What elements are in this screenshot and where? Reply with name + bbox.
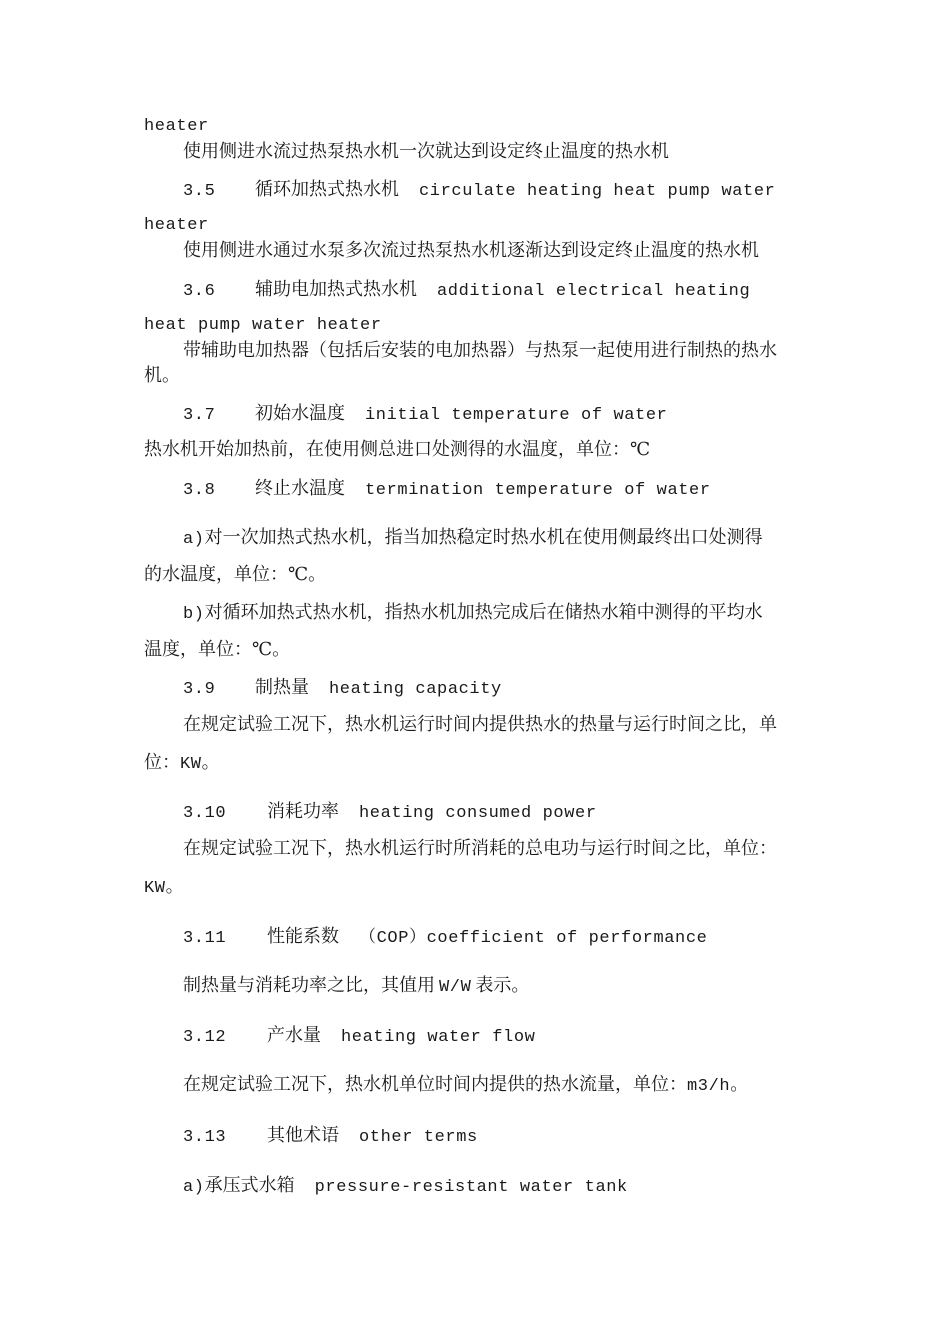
unit-value: KW [180,755,202,774]
term-number: 3.12 [183,1028,227,1047]
term-english: heating water flow [341,1028,536,1047]
item-a-3-13 [183,1174,628,1200]
term-english: other terms [359,1128,478,1147]
term-chinese: 其他术语 [267,1125,339,1146]
term-3-6 [183,278,750,304]
term-3-12 [183,1024,535,1050]
sentence-end: 。 [165,876,184,897]
term-number: 3.7 [183,406,216,425]
item-label: b) [183,605,205,624]
sentence-end: 。 [201,752,220,773]
text-part: 制热量与消耗功率之比，其值用 [183,975,435,996]
line-heat-pump-water-heater: heat pump water heater [144,316,382,335]
term-english: circulate heating heat pump water [419,182,776,201]
definition-3-10-cont [144,875,184,901]
term-english: heating consumed power [359,804,597,823]
term-english: pressure-resistant water tank [314,1178,628,1197]
item-label: a) [183,530,205,549]
term-number: 3.9 [183,680,216,699]
term-chinese: 消耗功率 [267,801,339,822]
definition-3-6: 带辅助电加热器（包括后安装的电加热器）与热泵一起使用进行制热的热水 [183,340,777,361]
term-chinese: 循环加热式热水机 [255,179,399,200]
term-3-9 [183,676,502,702]
unit-value: W/W [439,978,472,997]
term-english: termination temperature of water [365,481,711,500]
definition-3-10: 在规定试验工况下，热水机运行时所消耗的总电功与运行时间之比，单位： [183,838,777,859]
definition-3-9-cont [144,751,220,777]
term-english: （COP）coefficient of performance [359,929,708,948]
term-number: 3.10 [183,804,227,823]
item-a-3-8 [183,526,763,552]
term-number: 3.11 [183,929,227,948]
term-number: 3.6 [183,282,216,301]
text-part: 在规定试验工况下，热水机单位时间内提供的热水流量，单位： [183,1074,687,1095]
term-3-11 [183,925,707,951]
term-chinese: 辅助电加热式热水机 [255,279,417,300]
item-b-3-8 [183,601,763,627]
term-chinese: 终止水温度 [255,478,345,499]
line-heater-1: heater [144,117,209,136]
term-3-7 [183,402,667,428]
definition-3-5: 使用侧进水通过水泵多次流过热泵热水机逐渐达到设定终止温度的热水机 [183,240,759,261]
item-text: 对一次加热式热水机，指当加热稳定时热水机在使用侧最终出口处测得 [204,527,763,548]
unit-label: 位： [144,752,180,773]
term-english: heating capacity [329,680,502,699]
sentence-end: 。 [730,1074,749,1095]
term-english: initial temperature of water [365,406,668,425]
term-chinese: 初始水温度 [255,403,345,424]
term-number: 3.13 [183,1128,227,1147]
unit-value: KW [144,879,166,898]
definition-3-12 [183,1073,748,1099]
definition-3-9: 在规定试验工况下，热水机运行时间内提供热水的热量与运行时间之比，单 [183,714,777,735]
definition-3-6-cont: 机。 [144,365,180,386]
definition-3-4: 使用侧进水流过热泵热水机一次就达到设定终止温度的热水机 [183,141,669,162]
term-english: additional electrical heating [437,282,751,301]
item-b-cont: 温度，单位：℃。 [144,639,291,660]
term-number: 3.8 [183,481,216,500]
term-chinese: 承压式水箱 [204,1175,295,1196]
unit-value: m3/h [687,1077,731,1096]
definition-3-11 [183,974,529,1000]
term-3-13 [183,1124,478,1150]
term-chinese: 产水量 [267,1025,321,1046]
term-3-10 [183,800,597,826]
term-chinese: 制热量 [255,677,309,698]
item-text: 对循环加热式热水机，指热水机加热完成后在储热水箱中测得的平均水 [204,602,763,623]
item-label: a) [183,1178,205,1197]
item-a-cont: 的水温度，单位：℃。 [144,564,327,585]
definition-3-7: 热水机开始加热前，在使用侧总进口处测得的水温度，单位：℃ [144,439,651,460]
term-number: 3.5 [183,182,216,201]
line-heater-2: heater [144,216,209,235]
term-3-8 [183,477,711,503]
term-chinese: 性能系数 [267,926,339,947]
term-3-5 [183,178,775,204]
text-part: 表示。 [475,975,530,996]
